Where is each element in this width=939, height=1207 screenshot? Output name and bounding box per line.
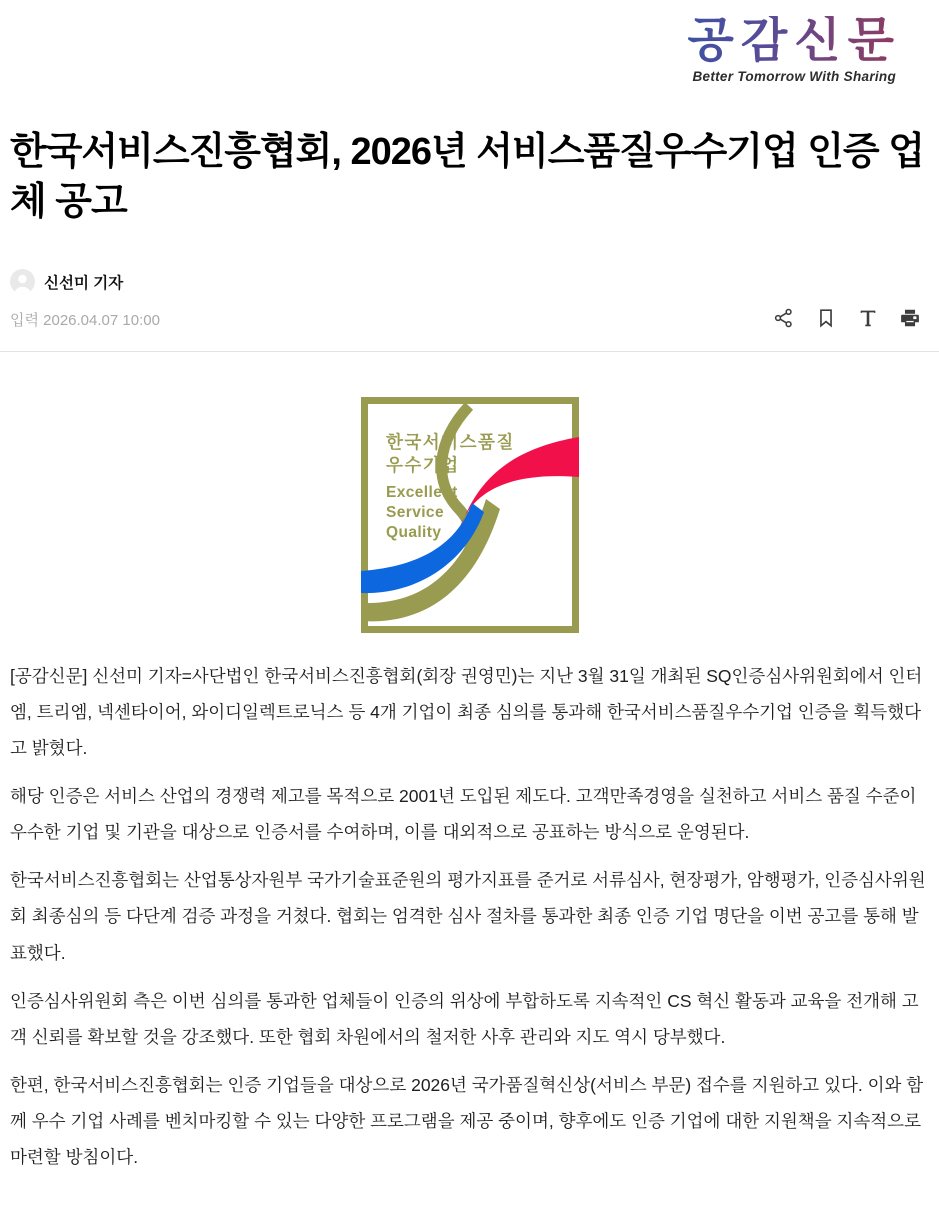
- site-logo-tagline: Better Tomorrow With Sharing: [692, 69, 897, 85]
- article-body: [10, 658, 929, 1175]
- share-icon: [773, 307, 795, 329]
- article-title: 한국서비스진흥협회, 2026년 서비스품질우수기업 인증 업체 공고: [10, 131, 924, 223]
- article-paragraph: [공감신문] 신선미 기자=사단법인 한국서비스진흥협회(회장 권영민)는 지난 3월 31일 개최된 SQ인증심사위원회에서 인터엠, 트리엠, 넥센타이어, 와이디일렉트로닉스 등 4개 기업이 최종 심의를 통과해 한국서비스품질우수기업 인증을 획득했다고 밝혔다.: [10, 666, 923, 759]
- article-figure: [10, 397, 929, 633]
- site-logo[interactable]: [688, 16, 929, 84]
- print-button[interactable]: [899, 306, 923, 330]
- badge-title-en-line2: Service: [385, 504, 444, 522]
- article-actions: [773, 306, 929, 330]
- published-timestamp: 입력 2026.04.07 10:00: [10, 312, 160, 330]
- article-paragraph: 인증심사위원회 측은 이번 심의를 통과한 업체들이 인증의 위상에 부합하도록 지속적인 CS 혁신 활동과 교육을 전개해 고객 신뢰를 확보할 것을 강조했다. 또한 협회 차원에서의 철저한 사후 관리와 지도 역시 당부했다.: [10, 990, 919, 1047]
- badge-title-ko-line2: 우수기업: [385, 455, 460, 476]
- text-size-button[interactable]: [857, 306, 881, 330]
- header-divider: [0, 351, 939, 352]
- print-icon: [899, 307, 921, 329]
- badge-title-en-line1: Excellent: [385, 484, 458, 502]
- share-button[interactable]: [773, 306, 797, 330]
- author-row: [10, 269, 929, 294]
- author-avatar: [10, 269, 35, 294]
- site-header: [10, 0, 929, 84]
- badge-title-ko-line1: 한국서비스품질: [385, 432, 515, 453]
- badge-title-en-line3: Quality: [385, 524, 441, 542]
- author-name[interactable]: 신선미 기자: [44, 274, 124, 292]
- article-paragraph: 해당 인증은 서비스 산업의 경쟁력 제고를 목적으로 2001년 도입된 제도다. 고객만족경영을 실천하고 서비스 품질 수준이 우수한 기업 및 기관을 대상으로 인증서를 수여하며, 이를 대외적으로 공표하는 방식으로 운영된다.: [10, 786, 917, 843]
- bookmark-icon: [815, 307, 837, 329]
- bookmark-button[interactable]: [815, 306, 839, 330]
- text-size-icon: [857, 307, 879, 329]
- article-paragraph: 한편, 한국서비스진흥협회는 인증 기업들을 대상으로 2026년 국가품질혁신상(서비스 부문) 접수를 지원하고 있다. 이와 함께 우수 기업 사례를 벤치마킹할 수 있는 다양한 프로그램을 제공 중이며, 향후에도 인증 기업에 대한 지원책을 지속적으로 마련할 방침이다.: [10, 1074, 924, 1167]
- site-logo-text[interactable]: 공감신문: [687, 14, 901, 67]
- meta-row: [10, 306, 929, 330]
- sq-certification-badge: [361, 397, 579, 633]
- article-paragraph: 한국서비스진흥협회는 산업통상자원부 국가기술표준원의 평가지표를 준거로 서류심사, 현장평가, 암행평가, 인증심사위원회 최종심의 등 다단계 검증 과정을 거쳤다. 협회는 엄격한 심사 절차를 통과한 최종 인증 기업 명단을 이번 공고를 통해 발표했다.: [10, 870, 926, 963]
